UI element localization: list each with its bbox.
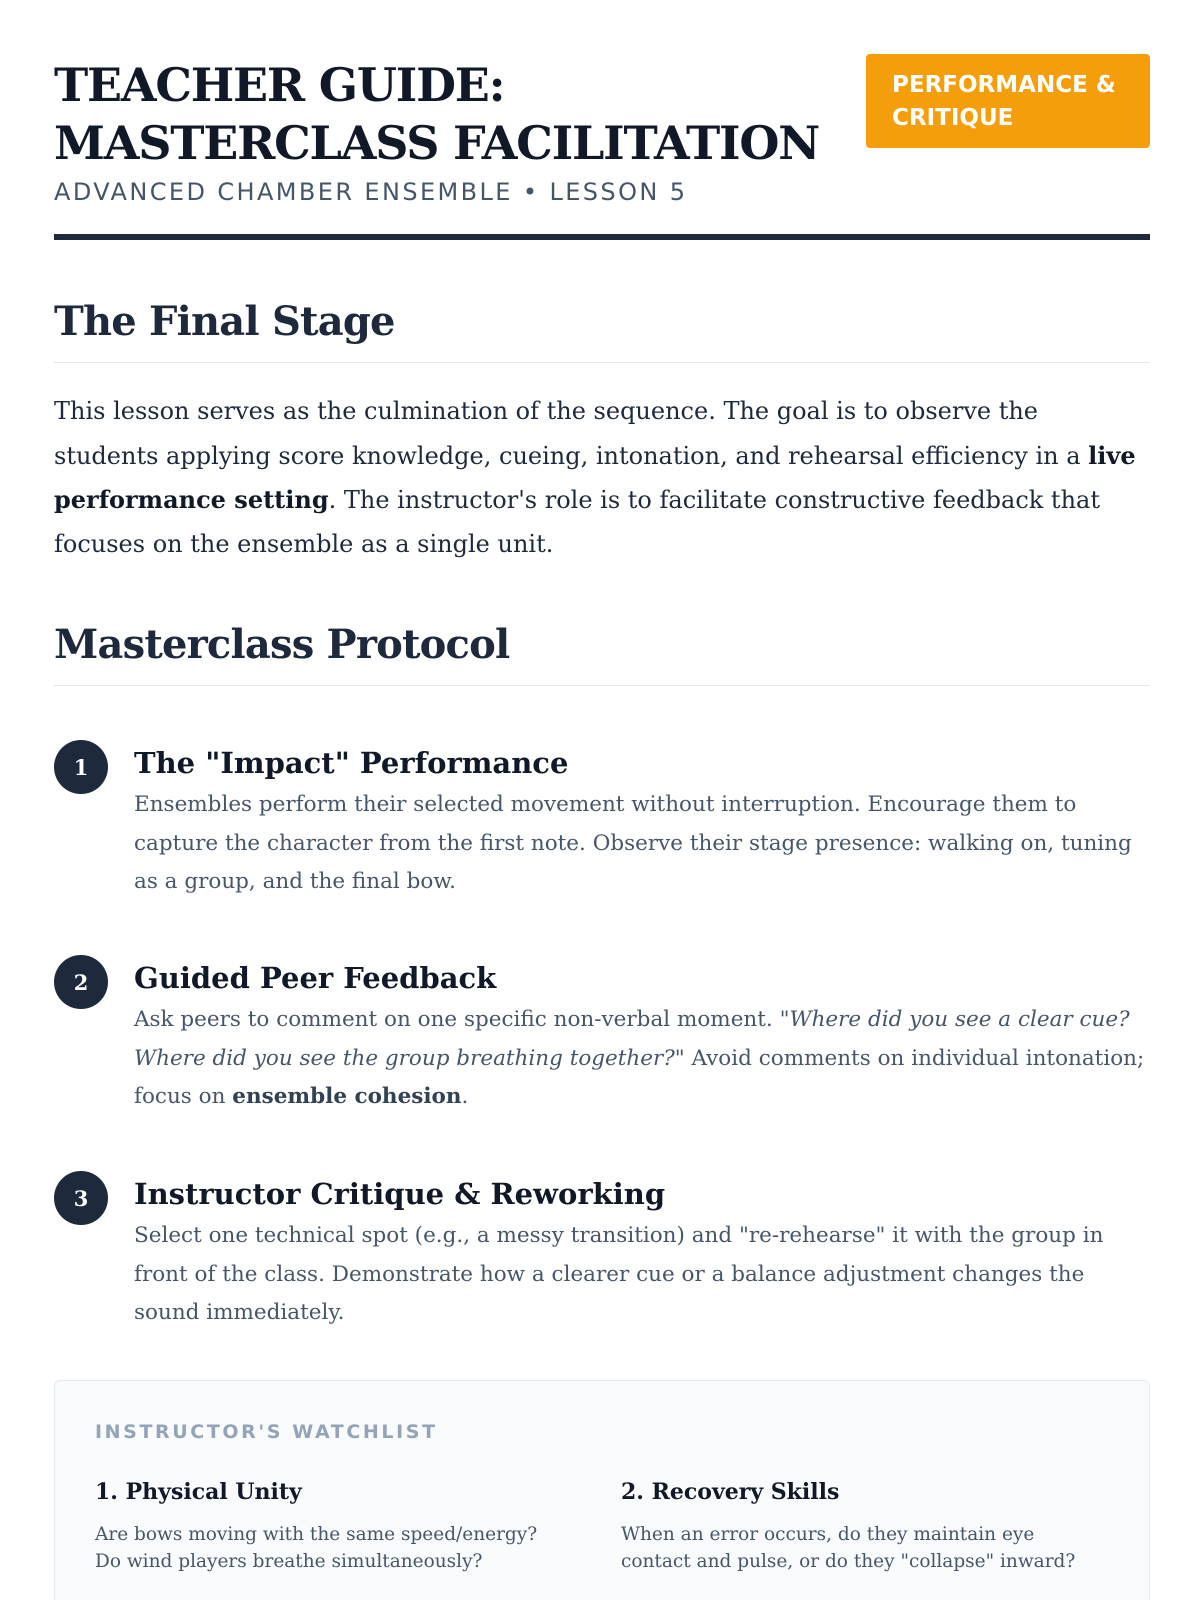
step-title: Guided Peer Feedback [134, 961, 497, 995]
step-description [134, 1001, 1150, 1117]
section-heading-protocol: Masterclass Protocol [54, 619, 1150, 686]
category-badge: PERFORMANCE & CRITIQUE [866, 54, 1150, 148]
page-subtitle: ADVANCED CHAMBER ENSEMBLE • LESSON 5 [54, 178, 688, 206]
watchlist-item [95, 1477, 565, 1575]
intro-paragraph [54, 390, 1150, 566]
step-description: Ensembles perform their selected movement without interruption. Encourage them to capture the character from the first note. Observe their stage presence: walking on, tuning as a group, and the final bow. [134, 792, 1132, 894]
step-title: Instructor Critique & Reworking [134, 1177, 666, 1211]
intro-text-start: This lesson serves as the culmination of the sequence. The goal is to observe the students applying score knowledge, cueing, intonation, and rehearsal efficiency in a [54, 397, 1089, 470]
step-description: Select one technical spot (e.g., a messy transition) and "re-rehearse" it with the group in front of the class. Demonstrate how a clearer cue or a balance adjustment changes the sound immediately. [134, 1223, 1104, 1325]
step-text: Avoid comments on individual intonation; focus on [134, 1045, 1145, 1109]
page-title: TEACHER GUIDE: MASTERCLASS FACILITATION [54, 58, 820, 170]
watchlist-item-title: 2. Recovery Skills [621, 1479, 840, 1505]
intro-text-end: . The instructor's role is to facilitate constructive feedback that focuses on the ensemble as a single unit. [54, 486, 1100, 558]
step-text: Ask peers to comment on one specific non-verbal moment. [134, 1007, 780, 1032]
step-emphasis: ensemble cohesion [232, 1084, 462, 1109]
section-heading-final-stage: The Final Stage [54, 296, 1150, 363]
watchlist-label: INSTRUCTOR'S WATCHLIST [95, 1421, 438, 1443]
header-divider [54, 234, 1150, 240]
step-number-badge: 3 [54, 1171, 108, 1225]
instructor-watchlist-box [54, 1380, 1150, 1600]
intro-text-emphasis: live performance setting [54, 440, 1136, 514]
step-title: The "Impact" Performance [134, 746, 569, 780]
step-text: . [461, 1084, 469, 1109]
step-quote: "Where did you see a clear cue? Where did you see the group breathing together?" [134, 1007, 1130, 1071]
teacher-guide-page [54, 0, 1150, 1600]
watchlist-item-text: Are bows moving with the same speed/energy? Do wind players breathe simultaneously? [95, 1524, 538, 1572]
watchlist-item [621, 1477, 1091, 1575]
step-number-badge: 1 [54, 740, 108, 794]
step-number-badge: 2 [54, 955, 108, 1009]
watchlist-item-title: 1. Physical Unity [95, 1479, 302, 1505]
watchlist-item-text: When an error occurs, do they maintain eye contact and pulse, or do they "collapse" inward? [621, 1524, 1076, 1572]
